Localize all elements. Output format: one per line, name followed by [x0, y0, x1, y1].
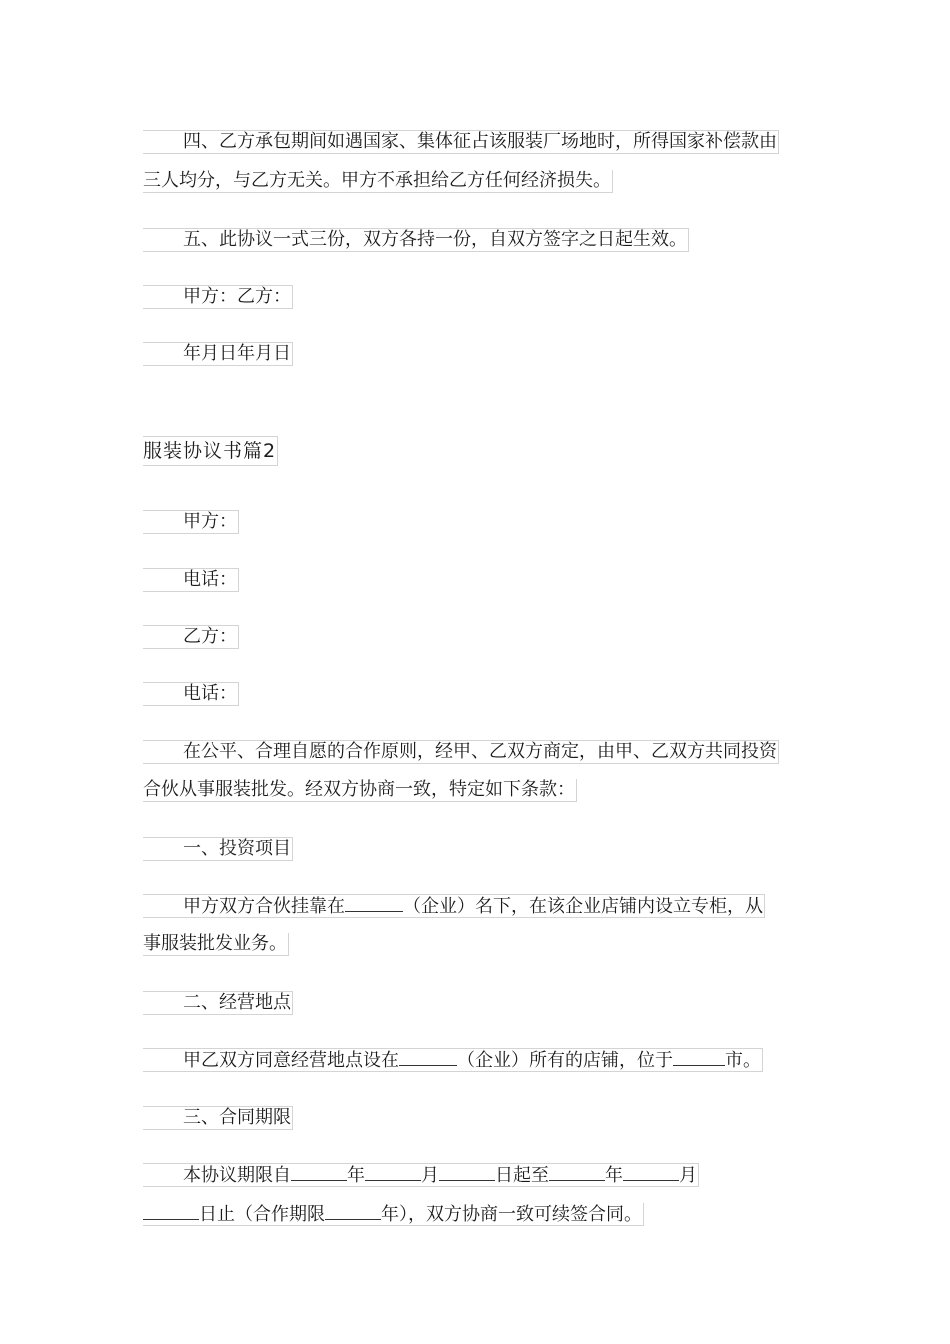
item-3-heading: 三、合同期限	[143, 1106, 293, 1130]
clause-5: 五、此协议一式三份，双方各持一份，自双方签字之日起生效。	[143, 228, 689, 252]
item-2-text-b: （企业）所有的店铺，位于	[457, 1050, 673, 1071]
blank-end-month	[623, 1164, 679, 1181]
blank-end-day	[143, 1203, 199, 1220]
item-2-text-a: 甲乙双方同意经营地点设在	[183, 1050, 399, 1071]
item-3-text-e: 年	[605, 1165, 623, 1186]
item-1-heading: 一、投资项目	[143, 837, 293, 861]
party-b-label: 乙方：	[143, 625, 239, 649]
blank-enterprise	[399, 1049, 457, 1066]
item-3-text-f: 月	[679, 1165, 697, 1186]
blank-end-year	[549, 1164, 605, 1181]
item-2-heading: 二、经营地点	[143, 991, 293, 1015]
item-3-text-g: 日止（合作期限	[199, 1204, 325, 1225]
item-3-text-h: 年），双方协商一致可续签合同。	[381, 1204, 642, 1225]
item-1-text-b: （企业）名下，在该企业店铺内设立专柜，从	[403, 896, 763, 917]
section-title: 服装协议书篇2	[143, 436, 278, 466]
item-3-text-d: 日起至	[495, 1165, 549, 1186]
blank-term-years	[325, 1203, 381, 1220]
blank-enterprise-name	[345, 895, 403, 912]
clause-4-line-2: 三人均分，与乙方无关。甲方不承担给乙方任何经济损失。	[143, 170, 611, 191]
item-1-text-a: 甲方双方合伙挂靠在	[183, 896, 345, 917]
blank-city	[673, 1049, 725, 1066]
item-3-line-1	[143, 1163, 699, 1187]
item-3-text-c: 月	[421, 1165, 439, 1186]
party-a-label: 甲方：	[143, 510, 239, 534]
blank-start-year	[291, 1164, 347, 1181]
blank-start-day	[439, 1164, 495, 1181]
item-1-line-1	[143, 894, 765, 918]
intro-line-2: 合伙从事服装批发。经双方协商一致，特定如下条款：	[143, 779, 575, 800]
item-3-text-a: 本协议期限自	[183, 1165, 291, 1186]
signature-line: 甲方：乙方：	[143, 285, 293, 309]
item-2-line	[143, 1048, 763, 1072]
item-1-line-2: 事服装批发业务。	[143, 933, 287, 954]
date-line: 年月日年月日	[143, 342, 293, 366]
item-2-text-c: 市。	[725, 1050, 761, 1071]
party-b-phone-label: 电话：	[143, 682, 239, 706]
blank-start-month	[365, 1164, 421, 1181]
item-3-text-b: 年	[347, 1165, 365, 1186]
item-3-line-2	[143, 1203, 644, 1226]
party-a-phone-label: 电话：	[143, 568, 239, 592]
clause-4-line-1: 四、乙方承包期间如遇国家、集体征占该服装厂场地时，所得国家补偿款由	[143, 130, 779, 154]
intro-line-1: 在公平、合理自愿的合作原则，经甲、乙双方商定，由甲、乙双方共同投资	[143, 740, 779, 764]
